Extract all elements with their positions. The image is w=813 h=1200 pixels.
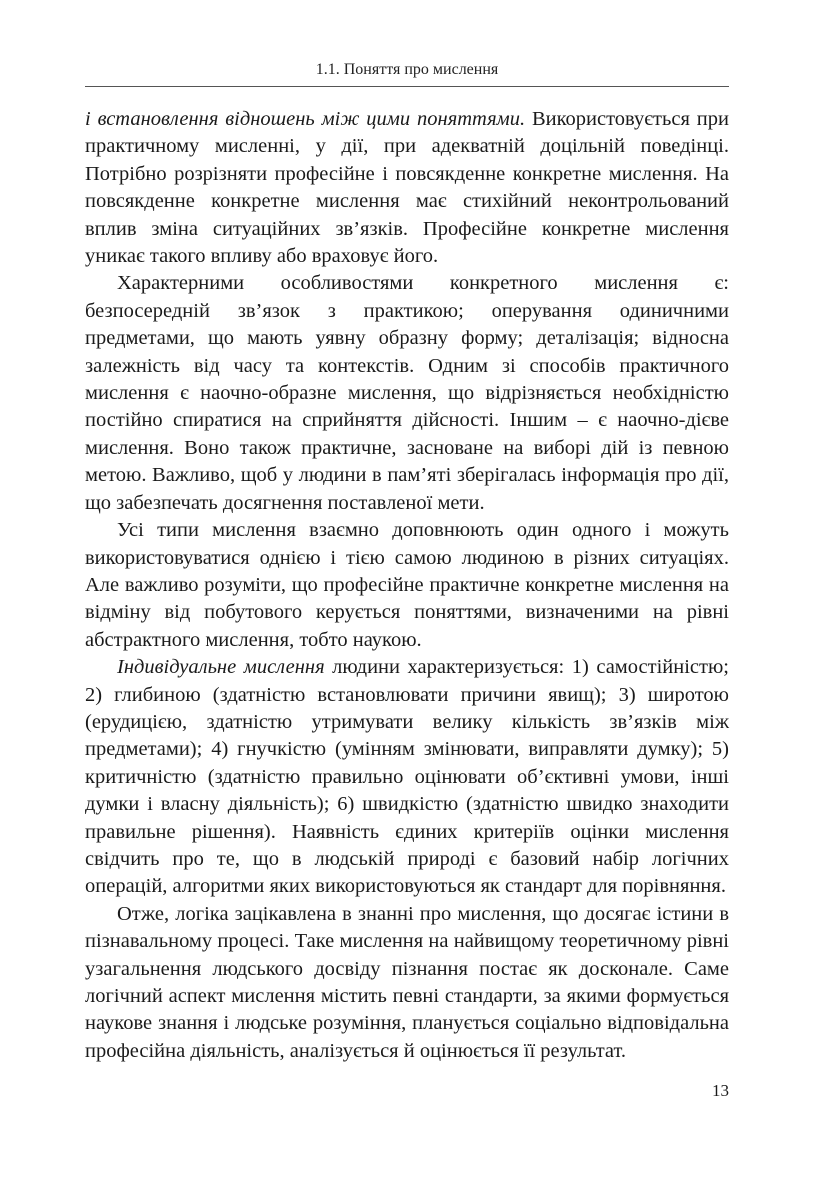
paragraph-individual-thinking <box>85 654 729 901</box>
paragraph-text: Використовується при практичному мисленні, у дії, при адекватній доцільній поведінці. Потрібно розрізняти професійне і повсякденне конкретне мислення. На повсякденне конкретне мислення має стихійний неконтрольований вплив зміна ситуаційних зв’язків. Професійне конкретне мислення уникає такого впливу або враховує його. <box>85 108 729 268</box>
paragraph-thinking-types: Усі типи мислення взаємно доповнюють один одного і можуть використовуватися однією і тією самою людиною в різних ситуаціях. Але важливо розуміти, що професійне практичне конкретне мислення на відміну від побутового керується поняттями, визначеними на рівні абстрактного мислення, тобто наукою. <box>85 519 729 651</box>
italic-lead: і встановлення відношень між цими поняттями. <box>85 108 526 130</box>
body-text <box>85 106 729 1065</box>
paragraph-conclusion: Отже, логіка зацікавлена в знанні про мислення, що досягає істини в пізнавальному процесі. Таке мислення на найвищому теоретичному рівні узагальнення людського досвіду пізнання постає як досконале. Саме логічний аспект мислення містить певні стандарти, за якими формується наукове знання і людське розуміння, планується соціально відповідальна професійна діяльність, аналізується й оцінюється її результат. <box>85 902 729 1062</box>
italic-term: Індивідуальне мислення <box>117 656 325 679</box>
page-number: 13 <box>712 1081 729 1100</box>
paragraph-continued <box>85 106 729 270</box>
header-rule <box>85 86 729 87</box>
paragraph-concrete-thinking-features: Характерними особливостями конкретного мислення є: безпосередній зв’язок з практикою; оперування одиничними предметами, що мають уявну образну форму; деталізація; відносна залежність від часу та контекстів. Одним зі способів практичного мислення є наочно-образне мислення, що відрізняється необхідністю постійно спиратися на сприйняття дійсності. Іншим – є наочно-дієве мислення. Воно також практичне, засноване на виборі дій із певною метою. Важливо, щоб у людини в пам’яті зберігалась інформація про дії, що забезпечать досягнення поставленої мети. <box>85 272 729 514</box>
paragraph-text: людини характеризується: 1) самостійністю; 2) глибиною (здатністю встановлювати причини явищ); 3) широтою (ерудицією, здатністю утримувати велику кількість зв’язків між предметами); 4) гнучкістю (умінням змінювати, виправляти думку); 5) критичністю (здатністю правильно оцінювати об’єктивні умови, інші думки і власну діяльність); 6) швидкістю (здатністю швидко знаходити правильне рішення). Наявність єдиних критеріїв оцінки мислення свідчить про те, що в людській природі є базовий набір логічних операцій, алгоритми яких використовуються як стандарт для порівняння. <box>85 656 729 898</box>
running-header: 1.1. Поняття про мислення <box>315 61 499 78</box>
